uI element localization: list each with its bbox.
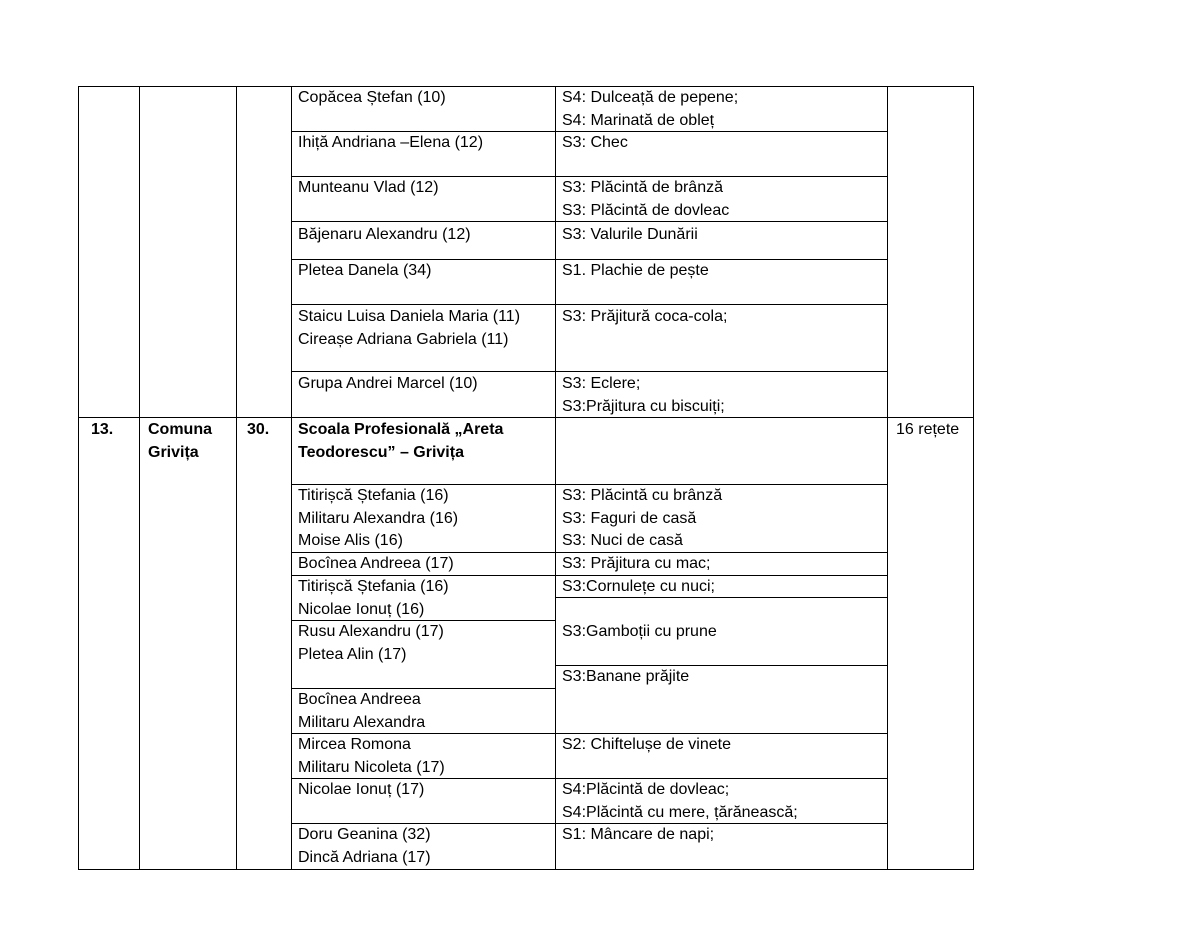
recipe-cell: S3: Valurile Dunării: [562, 226, 698, 243]
recipe-cell: S3: Prăjitura cu mac;: [562, 555, 711, 572]
col-line: [78, 86, 79, 870]
participant-cell: Ihiță Andriana –Elena (12): [298, 134, 484, 151]
col-line: [139, 86, 140, 870]
participant-cell: Titirișcă Ștefania (16) Militaru Alexandra (16) Moise Alis (16): [298, 487, 459, 549]
commune-name: Comuna Grivița: [148, 421, 212, 461]
recipe-cell: S3: Prăjitură coca-cola;: [562, 308, 728, 325]
section-separator: [78, 417, 974, 418]
recipe-cell: S2: Chiftelușe de vinete: [562, 736, 731, 753]
col-line: [887, 86, 888, 870]
participant-cell: Băjenaru Alexandru (12): [298, 226, 471, 243]
col-line: [236, 86, 237, 870]
participant-cell: Copăcea Ștefan (10): [298, 89, 446, 106]
section-number: 13.: [91, 421, 114, 438]
participant-cell: Mircea Romona Militaru Nicoleta (17): [298, 736, 445, 776]
table-bottom-border: [78, 869, 974, 870]
recipe-cell: S1: Mâncare de napi;: [562, 826, 715, 843]
col-line: [555, 86, 556, 870]
recipe-total: 16 rețete: [896, 421, 960, 438]
recipe-cell: S1. Plachie de pește: [562, 262, 709, 279]
recipe-cell: S4:Plăcintă de dovleac; S4:Plăcintă cu mere, țărănească;: [562, 781, 798, 821]
participant-cell: Doru Geanina (32) Dincă Adriana (17): [298, 826, 431, 866]
participant-cell: Grupa Andrei Marcel (10): [298, 375, 478, 392]
school-name: Scoala Profesională „Areta Teodorescu” – Grivița: [298, 421, 504, 461]
participant-cell: Bocînea Andreea Militaru Alexandra: [298, 691, 426, 731]
row-line: [291, 304, 887, 305]
participant-cell: Titirișcă Ștefania (16) Nicolae Ionuț (16): [298, 578, 449, 618]
recipe-cell: S3:Gamboții cu prune: [562, 623, 717, 640]
recipe-cell: S3: Chec: [562, 134, 628, 151]
recipe-cell: S3: Plăcintă cu brânză S3: Faguri de casă S3: Nuci de casă: [562, 487, 723, 549]
row-line: [291, 371, 887, 372]
school-number: 30.: [247, 421, 270, 438]
participant-cell: Nicolae Ionuț (17): [298, 781, 425, 798]
recipe-cell: S4: Dulceață de pepene; S4: Marinată de obleț: [562, 89, 739, 129]
col-line: [291, 86, 292, 870]
recipe-cell: S3: Plăcintă de brânză S3: Plăcintă de dovleac: [562, 179, 730, 219]
participant-cell: Pletea Danela (34): [298, 262, 432, 279]
participant-cell: Rusu Alexandru (17) Pletea Alin (17): [298, 623, 444, 663]
table-top-border: [78, 86, 974, 87]
recipe-cell: S3:Cornulețe cu nuci;: [562, 578, 715, 595]
participant-cell: Staicu Luisa Daniela Maria (11) Cireașe Adriana Gabriela (11): [298, 308, 521, 348]
participant-cell: Bocînea Andreea (17): [298, 555, 454, 572]
recipe-cell: S3: Eclere; S3:Prăjitura cu biscuiți;: [562, 375, 725, 415]
recipe-cell: S3:Banane prăjite: [562, 668, 690, 685]
col-line: [973, 86, 974, 870]
participant-cell: Munteanu Vlad (12): [298, 179, 439, 196]
